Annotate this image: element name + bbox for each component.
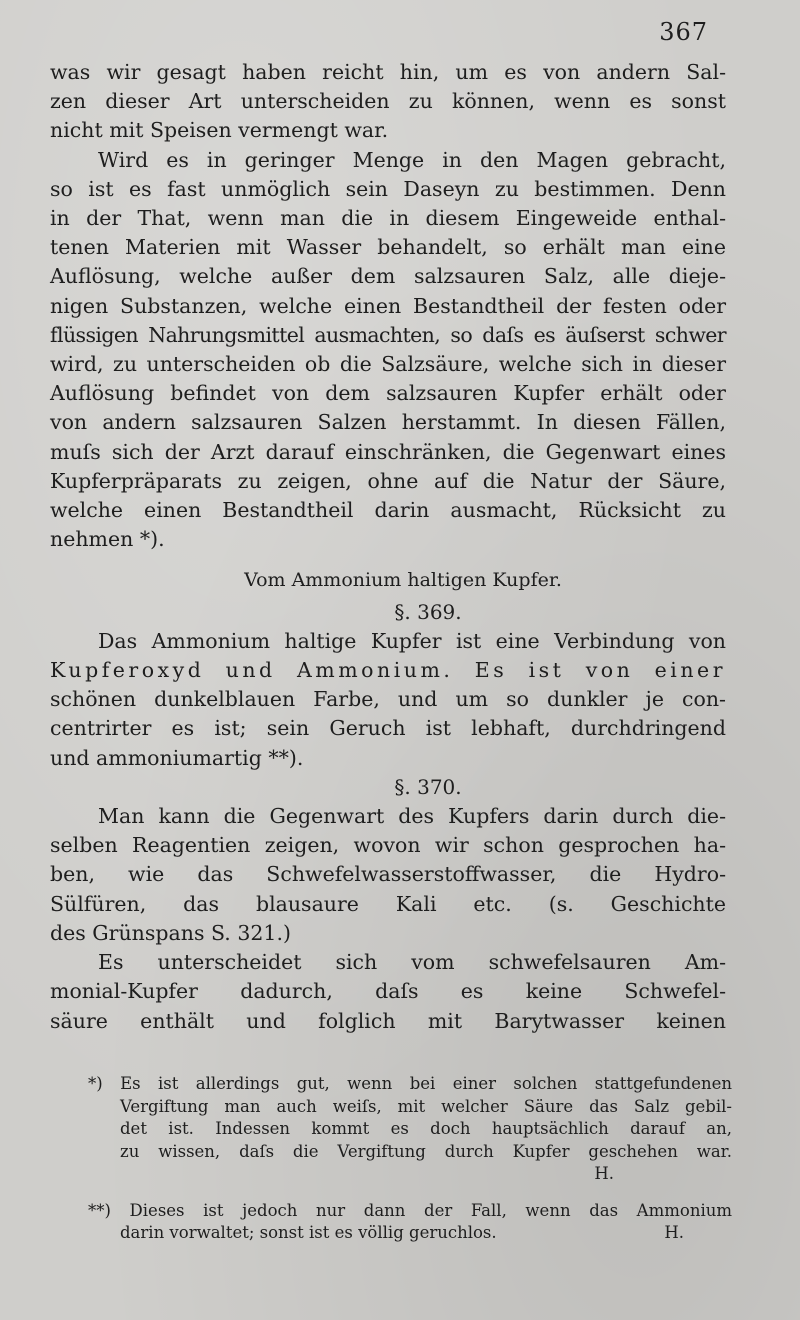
paragraph-1: [50, 58, 726, 146]
section-number-369: §. 369.: [394, 599, 462, 624]
text-line: muſs sich der Arzt darauf einschränken, die Gegenwart eines: [50, 439, 726, 464]
text-line: ben, wie das Schwefelwasserstoffwasser, die Hydro-: [50, 862, 726, 887]
footnote-text: darin vorwaltet; sonst ist es völlig geruchlos.: [120, 1223, 497, 1242]
text-line: von andern salzsauren Salzen herstammt. In diesen Fällen,: [50, 410, 726, 435]
footnote-line: *) Es ist allerdings gut, wenn bei einer solchen stattgefundenen: [88, 1074, 732, 1093]
text-line: flüssigen Nahrungsmittel ausmachten, so daſs es äuſserst schwer: [50, 322, 726, 347]
footnote-line: zu wissen, daſs die Vergiftung durch Kupfer geschehen war.: [120, 1141, 732, 1161]
section-number-370: §. 370.: [394, 774, 462, 799]
text-line: in der That, wenn man die in diesem Eingeweide enthal-: [50, 206, 726, 231]
text-line: des Grünspans S. 321.): [50, 920, 291, 945]
text-line: nicht mit Speisen vermengt war.: [50, 118, 389, 143]
text-line: so ist es fast unmöglich sein Daseyn zu bestimmen. Denn: [50, 176, 726, 201]
footnote-signature: H.: [594, 1164, 614, 1183]
paragraph-3: [50, 627, 726, 773]
text-line: nigen Substanzen, welche einen Bestandtheil der festen oder: [50, 293, 726, 318]
footnote-2: [88, 1200, 732, 1245]
text-line: Das Ammonium haltige Kupfer ist eine Verbindung von: [98, 628, 726, 653]
footnote-line: [88, 1222, 732, 1245]
footnote-1: [88, 1073, 732, 1186]
text-line: was wir gesagt haben reicht hin, um es von andern Sal-: [50, 60, 726, 84]
footnote-spacer: [88, 1186, 732, 1200]
footnote-signature: H.: [664, 1223, 684, 1242]
paragraph-2: [50, 146, 726, 555]
text-line: Sülfüren, das blausaure Kali etc. (s. Geschichte: [50, 891, 726, 916]
text-line: wird, zu unterscheiden ob die Salzsäure, welche sich in dieser: [50, 352, 726, 377]
text-line: centrirter es ist; sein Geruch ist lebhaft, durchdringend: [50, 716, 726, 741]
text-line: schönen dunkelblauen Farbe, und um so dunkler je con-: [50, 687, 726, 712]
main-text: [50, 58, 726, 1036]
text-line: selben Reagentien zeigen, wovon wir schon gesprochen ha-: [50, 833, 726, 858]
text-line: Auflösung befindet von dem salzsauren Kupfer erhält oder: [50, 381, 726, 406]
text-line: zen dieser Art unterscheiden zu können, wenn es sonst: [50, 89, 726, 114]
page-number: 367: [659, 18, 708, 46]
footnotes: [88, 1073, 732, 1245]
text-line: säure enthält und folglich mit Barytwasser keinen: [50, 1008, 726, 1033]
text-line: Kupferoxyd und Ammonium. Es ist von einer: [50, 658, 726, 683]
text-line: Auflösung, welche außer dem salzsauren Salz, alle dieje-: [50, 264, 726, 289]
text-line: monial-Kupfer dadurch, daſs es keine Schwefel-: [50, 979, 726, 1004]
text-line: Wird es in geringer Menge in den Magen gebracht,: [98, 147, 726, 172]
paragraph-5: [50, 948, 726, 1036]
text-line: tenen Materien mit Wasser behandelt, so erhält man eine: [50, 235, 726, 260]
footnote-line: det ist. Indessen kommt es doch hauptsächlich darauf an,: [120, 1119, 732, 1138]
text-line: welche einen Bestandtheil darin ausmacht, Rücksicht zu: [50, 498, 726, 523]
section-heading: Vom Ammonium haltigen Kupfer.: [244, 569, 562, 592]
text-line: Kupferpräparats zu zeigen, ohne auf die Natur der Säure,: [50, 468, 726, 493]
text-line: Es unterscheidet sich vom schwefelsauren Am-: [98, 950, 726, 975]
text-line: und ammoniumartig **).: [50, 745, 304, 770]
footnote-line: Vergiftung man auch weiſs, mit welcher Säure das Salz gebil-: [120, 1096, 732, 1116]
text-line: Man kann die Gegenwart des Kupfers darin durch die-: [98, 804, 726, 829]
text-line: nehmen *).: [50, 527, 165, 552]
paragraph-4: [50, 802, 726, 948]
footnote-line: **) Dieses ist jedoch nur dann der Fall, wenn das Ammonium: [88, 1200, 732, 1220]
